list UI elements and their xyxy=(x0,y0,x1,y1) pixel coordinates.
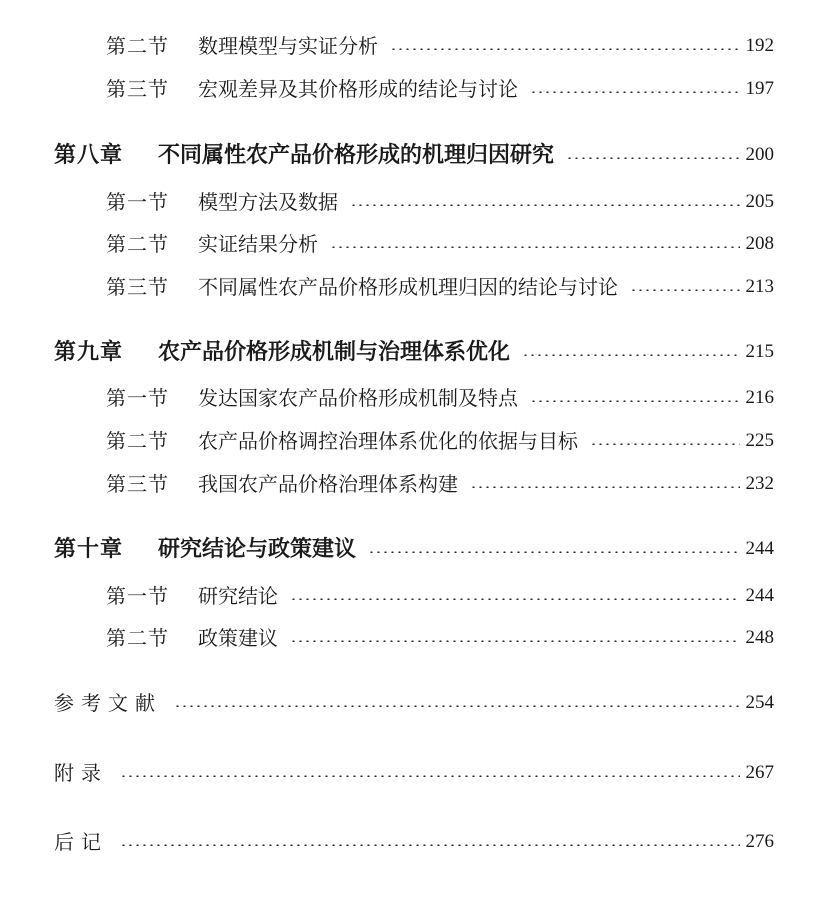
entry-label: 第三节 xyxy=(106,472,169,496)
page-number: 267 xyxy=(745,762,774,783)
page-number: 244 xyxy=(745,585,774,606)
chapter-title: 农产品价格形成机制与治理体系优化 xyxy=(158,339,511,365)
entry-title: 政策建议 xyxy=(198,626,278,650)
dot-leader xyxy=(290,640,740,642)
dot-leader xyxy=(590,443,740,445)
page-number: 200 xyxy=(745,144,774,165)
entry-title: 模型方法及数据 xyxy=(198,190,338,214)
entry-title: 研究结论 xyxy=(198,584,278,608)
chapter-label: 第九章 xyxy=(54,339,124,365)
backmatter-title: 后记 xyxy=(54,830,108,854)
entry-title: 农产品价格调控治理体系优化的依据与目标 xyxy=(198,429,578,453)
toc-chapter[interactable] xyxy=(54,140,774,170)
page-number: 197 xyxy=(745,78,774,99)
page-number: 213 xyxy=(745,276,774,297)
backmatter-title: 参考文献 xyxy=(54,691,162,715)
entry-title: 不同属性农产品价格形成机理归因的结论与讨论 xyxy=(198,275,618,299)
entry-label: 第二节 xyxy=(106,232,169,256)
entry-label: 第二节 xyxy=(106,626,169,650)
dot-leader xyxy=(566,157,739,159)
entry-title: 发达国家农产品价格形成机制及特点 xyxy=(198,386,518,410)
toc-entry[interactable] xyxy=(106,581,774,611)
entry-title: 数理模型与实证分析 xyxy=(198,34,378,58)
entry-label: 第一节 xyxy=(106,190,169,214)
dot-leader xyxy=(530,400,740,402)
chapter-title: 不同属性农产品价格形成的机理归因研究 xyxy=(158,142,555,168)
dot-leader xyxy=(522,354,739,356)
dot-leader xyxy=(120,844,740,846)
dot-leader xyxy=(290,598,740,600)
page-number: 192 xyxy=(745,35,774,56)
entry-label: 第三节 xyxy=(106,77,169,101)
toc-backmatter[interactable] xyxy=(54,758,774,788)
entry-label: 第二节 xyxy=(106,34,169,58)
chapter-label: 第八章 xyxy=(54,142,124,168)
toc-entry[interactable] xyxy=(106,272,774,302)
dot-leader xyxy=(390,48,740,50)
entry-title: 我国农产品价格治理体系构建 xyxy=(198,472,458,496)
page-number: 254 xyxy=(745,692,774,713)
toc-entry[interactable] xyxy=(106,469,774,499)
page-number: 215 xyxy=(745,341,774,362)
page-number: 208 xyxy=(745,233,774,254)
dot-leader xyxy=(330,246,740,248)
page-number: 244 xyxy=(745,538,774,559)
entry-label: 第一节 xyxy=(106,386,169,410)
dot-leader xyxy=(120,775,740,777)
toc-entry[interactable] xyxy=(106,187,774,217)
toc-backmatter[interactable] xyxy=(54,827,774,857)
dot-leader xyxy=(174,705,740,707)
entry-label: 第二节 xyxy=(106,429,169,453)
toc-entry[interactable] xyxy=(106,623,774,653)
page-number: 205 xyxy=(745,191,774,212)
dot-leader xyxy=(350,204,740,206)
page-number: 225 xyxy=(745,430,774,451)
toc-entry[interactable] xyxy=(106,31,774,61)
page-number: 248 xyxy=(745,627,774,648)
page-number: 276 xyxy=(745,831,774,852)
entry-label: 第三节 xyxy=(106,275,169,299)
entry-title: 实证结果分析 xyxy=(198,232,318,256)
backmatter-title: 附录 xyxy=(54,761,108,785)
dot-leader xyxy=(368,551,739,553)
toc-entry[interactable] xyxy=(106,74,774,104)
toc-backmatter[interactable] xyxy=(54,688,774,718)
page-number: 232 xyxy=(745,473,774,494)
toc-entry[interactable] xyxy=(106,426,774,456)
dot-leader xyxy=(470,486,740,488)
toc-chapter[interactable] xyxy=(54,534,774,564)
entry-title: 宏观差异及其价格形成的结论与讨论 xyxy=(198,77,518,101)
toc-entry[interactable] xyxy=(106,383,774,413)
toc-entry[interactable] xyxy=(106,229,774,259)
chapter-label: 第十章 xyxy=(54,536,124,562)
dot-leader xyxy=(630,289,740,291)
page-number: 216 xyxy=(745,387,774,408)
dot-leader xyxy=(530,91,740,93)
chapter-title: 研究结论与政策建议 xyxy=(158,536,357,562)
entry-label: 第一节 xyxy=(106,584,169,608)
toc-chapter[interactable] xyxy=(54,337,774,367)
